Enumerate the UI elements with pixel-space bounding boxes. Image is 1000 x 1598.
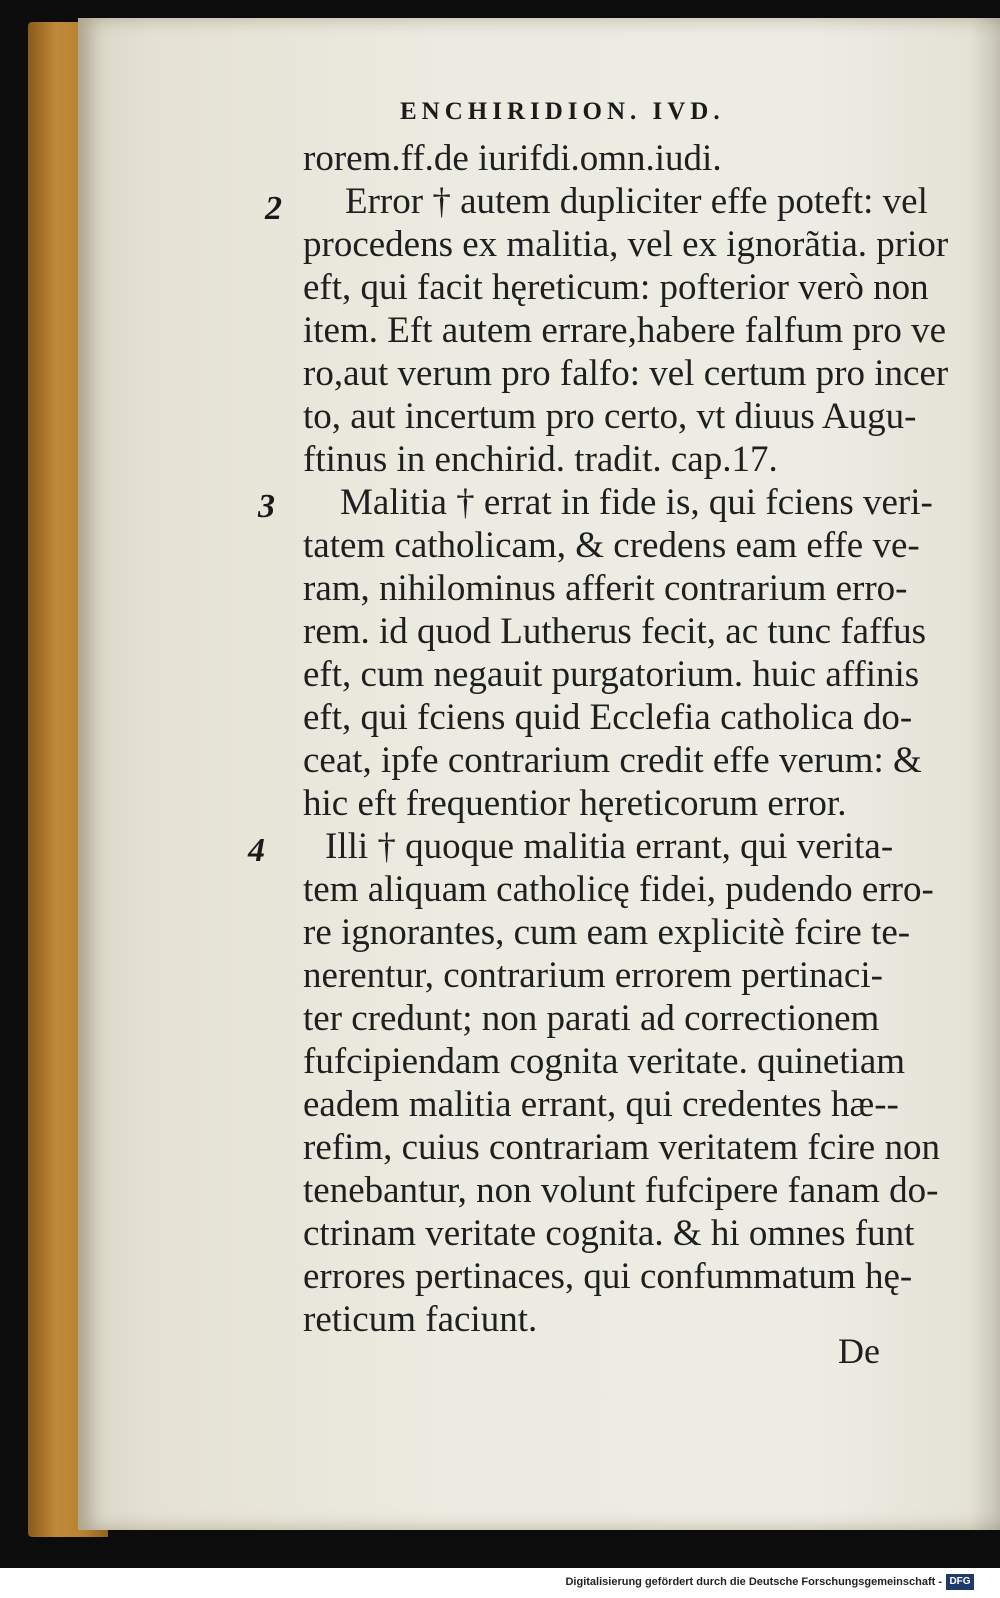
text-line: hic eft frequentior hęreticorum error. — [303, 783, 847, 824]
margin-number: 2 — [265, 190, 282, 227]
running-header: ENCHIRIDION. IVD. — [400, 98, 725, 125]
text-line: eft, qui fciens quid Ecclefia catholica do- — [303, 697, 913, 738]
text-line: Malitia † errat in fide is, qui fciens veri- — [340, 482, 933, 523]
text-line: Illi † quoque malitia errant, qui verita- — [325, 826, 894, 867]
text-line: ram, nihilominus afferit contrarium erro- — [303, 568, 908, 609]
catchword: De — [838, 1331, 880, 1371]
text-line: rorem.ff.de iurifdi.omn.iudi. — [303, 138, 722, 179]
text-line: fufcipiendam cognita veritate. quinetiam — [303, 1041, 906, 1082]
text-line: tenebantur, non volunt fufcipere fanam do- — [303, 1170, 939, 1211]
margin-number: 4 — [248, 832, 265, 869]
text-line: procedens ex malitia, vel ex ignorãtia. prior — [303, 224, 949, 265]
text-line: tem aliquam catholicę fidei, pudendo erro- — [303, 869, 934, 910]
text-line: ftinus in enchirid. tradit. cap.17. — [303, 439, 778, 480]
text-line: item. Eft autem errare,habere falfum pro ve — [303, 310, 947, 351]
text-line: rem. id quod Lutherus fecit, ac tunc faffus — [303, 611, 926, 652]
dfg-logo: DFG — [946, 1574, 974, 1590]
text-line: ctrinam veritate cognita. & hi omnes funt — [303, 1213, 915, 1254]
text-line: errores pertinaces, qui confummatum hę- — [303, 1256, 913, 1297]
text-line: ceat, ipfe contrarium credit effe verum: & — [303, 740, 922, 781]
footer-note: Digitalisierung gefördert durch die Deutsche Forschungsgemeinschaft - — [565, 1576, 942, 1588]
digitization-footer — [0, 1568, 1000, 1598]
text-line: refim, cuius contrariam veritatem fcire non — [303, 1127, 940, 1168]
text-line: to, aut incertum pro certo, vt diuus Augu- — [303, 396, 917, 437]
text-line: eadem malitia errant, qui credentes hæ-- — [303, 1084, 899, 1125]
text-line: reticum faciunt. — [303, 1299, 538, 1340]
text-line: tatem catholicam, & credens eam effe ve- — [303, 525, 920, 566]
text-line: re ignorantes, cum eam explicitè fcire te- — [303, 912, 911, 953]
page-shadow — [970, 18, 1000, 1530]
text-line: eft, qui facit hęreticum: pofterior verò non — [303, 267, 929, 308]
margin-number: 3 — [258, 488, 275, 525]
text-line: ter credunt; non parati ad correctionem — [303, 998, 880, 1039]
text-line: ro,aut verum pro falfo: vel certum pro incer — [303, 353, 949, 394]
text-line: nerentur, contrarium errorem pertinaci- — [303, 955, 883, 996]
text-line: eft, cum negauit purgatorium. huic affinis — [303, 654, 920, 695]
text-line: Error † autem dupliciter effe poteft: vel — [345, 181, 928, 222]
